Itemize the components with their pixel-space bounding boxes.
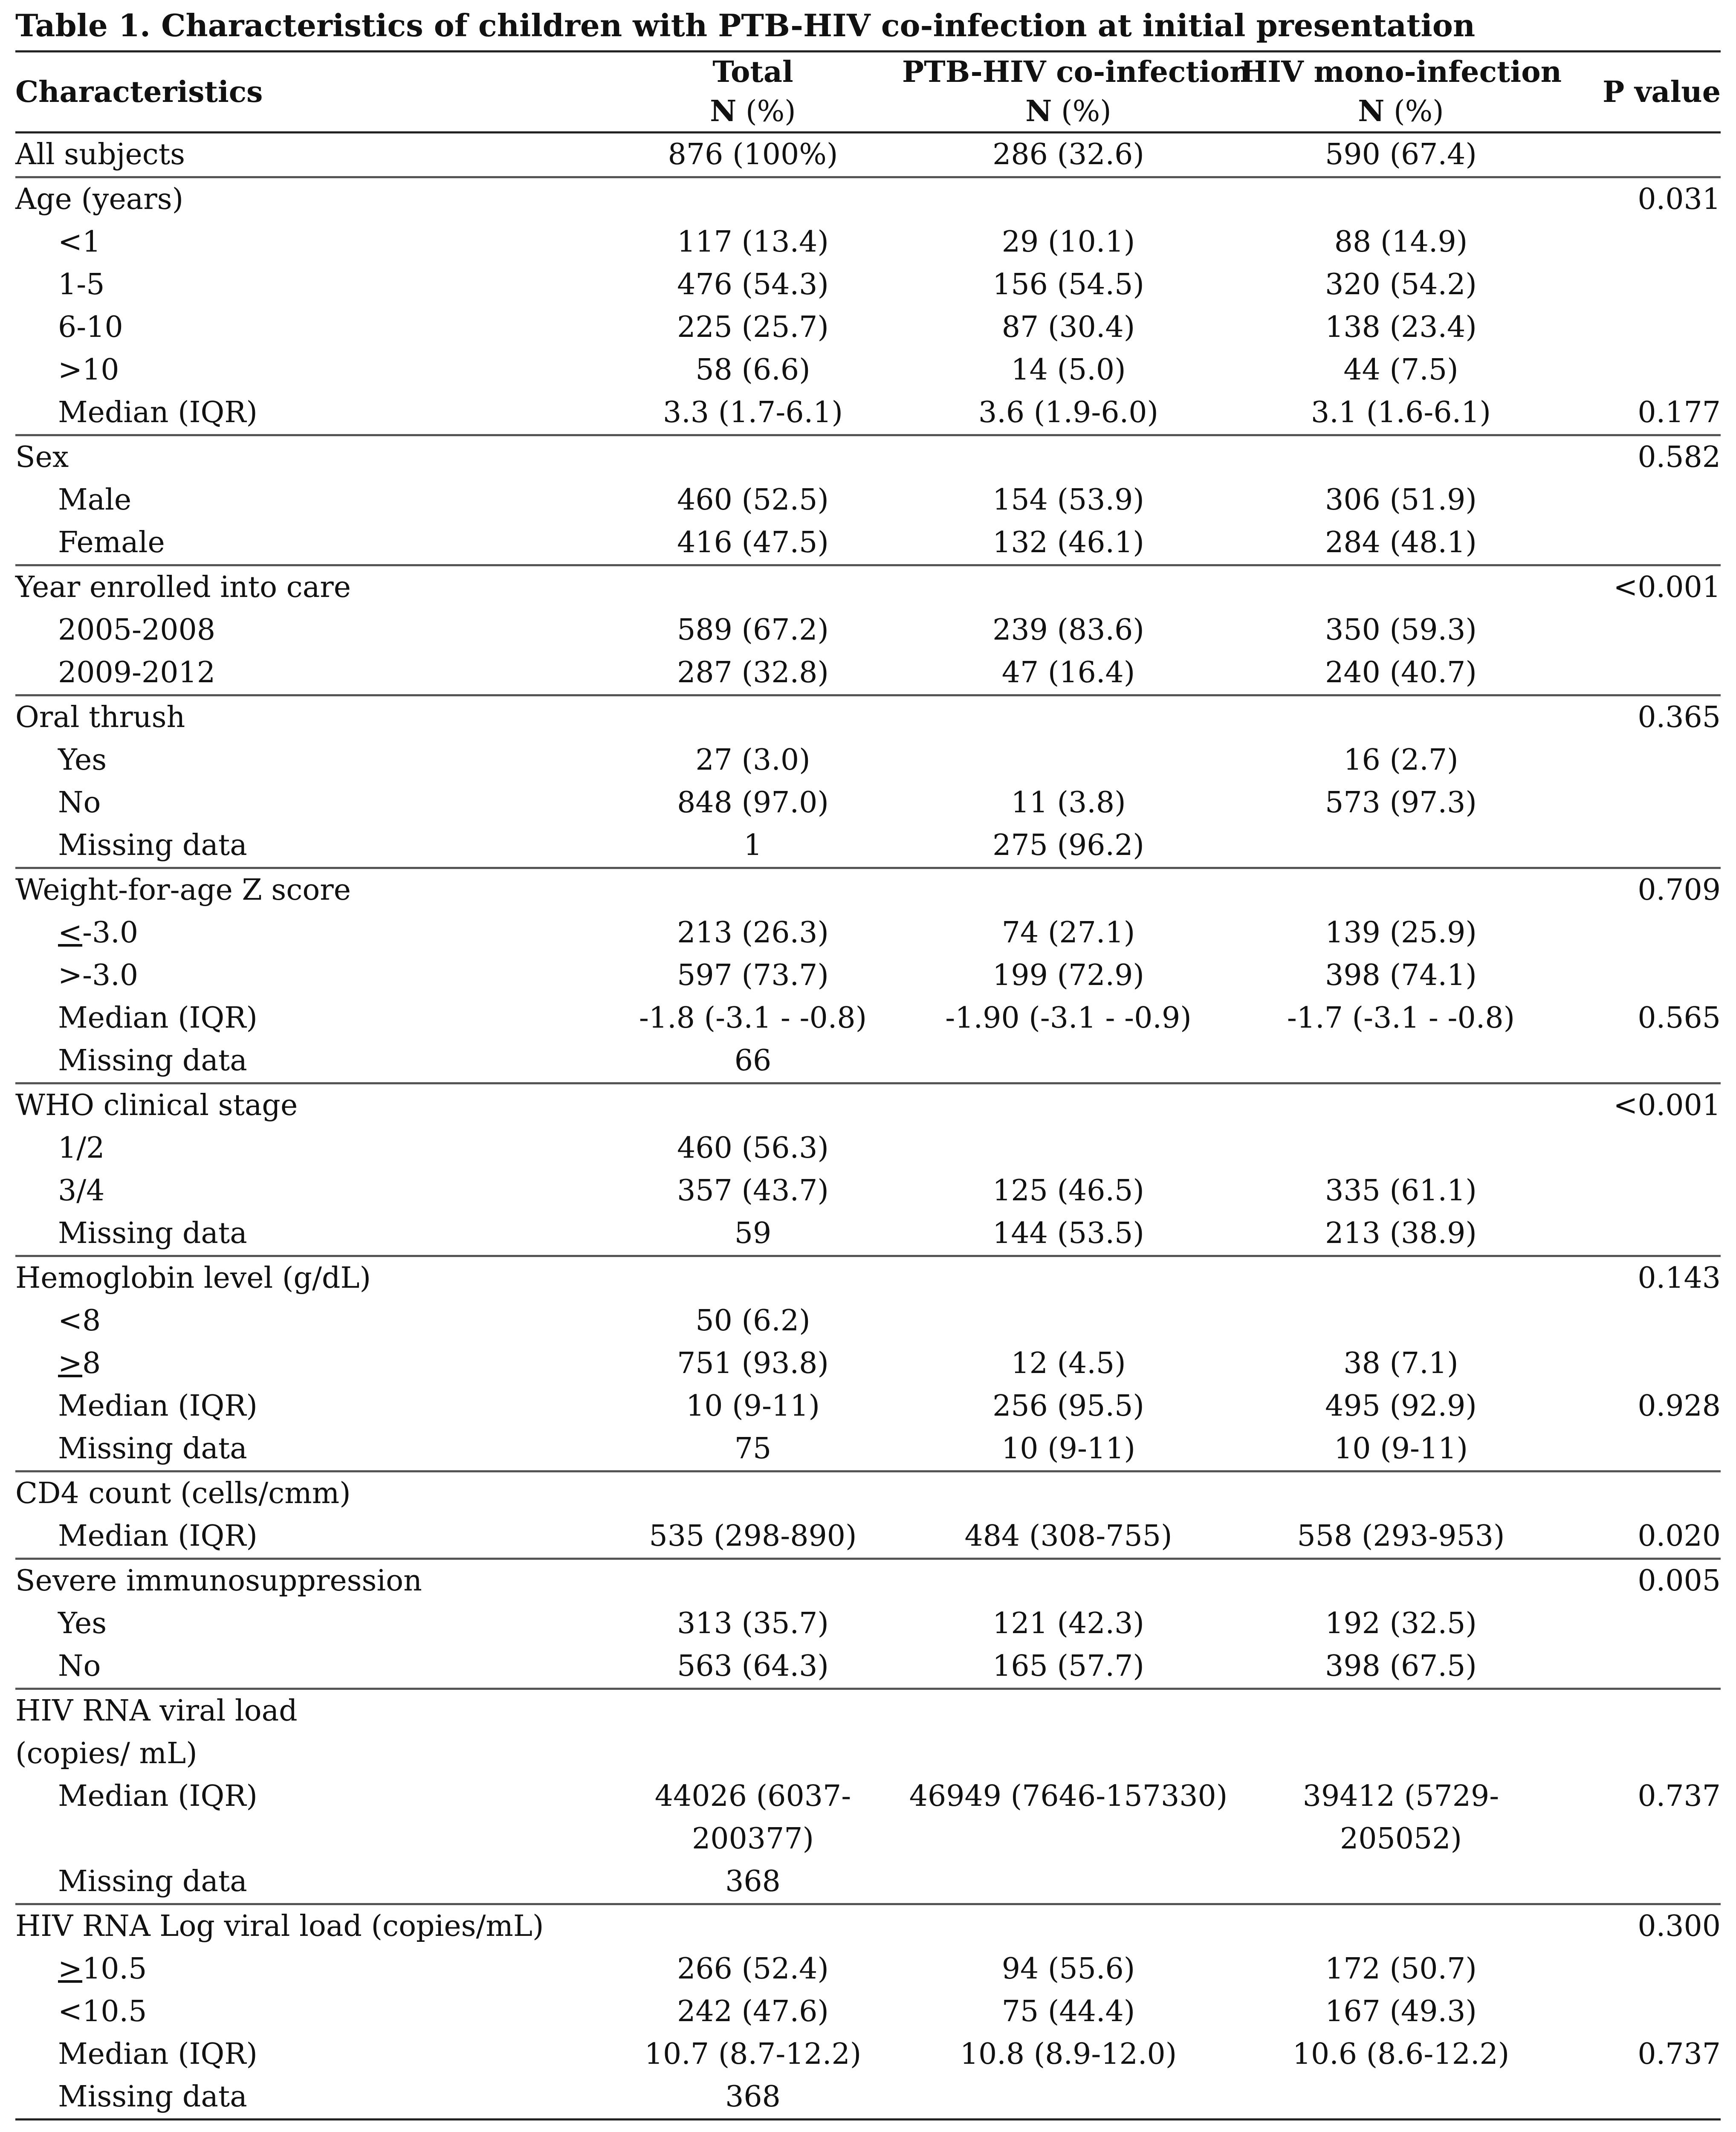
header-hiv-mono: HIV mono-infection N (%) [1235, 52, 1567, 133]
cell-p-value [1567, 739, 1721, 782]
cell-total: 27 (3.0) [695, 743, 810, 777]
cell-total: 313 (35.7) [677, 1607, 829, 1640]
cell-ptb-hiv: 14 (5.0) [1011, 353, 1126, 387]
cell-total: 287 (32.8) [677, 656, 829, 689]
cell-p-value: <0.001 [1567, 565, 1721, 609]
cell-p-value [1567, 954, 1721, 997]
cell-ptb-hiv: -1.90 (-3.1 - -0.9) [945, 1001, 1192, 1035]
cell-total: 200377) [692, 1822, 814, 1856]
cell-hiv-mono: 213 (38.9) [1325, 1217, 1477, 1250]
cell-ptb-hiv [902, 1818, 1235, 1860]
cell-hiv-mono: 573 (97.3) [1325, 786, 1477, 820]
cell-label: 1/2 [58, 1131, 105, 1165]
cell-total [604, 565, 902, 609]
cell-hiv-mono: 306 (51.9) [1325, 483, 1477, 517]
cell-p-value [1567, 1645, 1721, 1689]
cell-hiv-mono: 192 (32.5) [1325, 1607, 1477, 1640]
cell-ptb-hiv: 47 (16.4) [1001, 656, 1135, 689]
cell-total: 876 (100%) [668, 138, 838, 171]
cell-total [604, 1256, 902, 1300]
table-row [15, 1212, 1721, 1256]
table-row [15, 2033, 1721, 2076]
cell-label: >-3.0 [58, 959, 139, 992]
cell-total: 476 (54.3) [677, 268, 829, 301]
cell-total [604, 1904, 902, 1948]
cell-total: 1 [744, 828, 762, 862]
cell-ptb-hiv [902, 1472, 1235, 1515]
cell-label: No [58, 1649, 101, 1683]
table-row [15, 782, 1721, 824]
cell-label: Missing data [58, 1217, 247, 1250]
cell-p-value [1567, 1170, 1721, 1212]
cell-hiv-mono: 284 (48.1) [1325, 526, 1477, 559]
cell-total: 460 (52.5) [677, 483, 829, 517]
cell-label: Missing data [58, 1432, 247, 1466]
cell-ptb-hiv [902, 2076, 1235, 2120]
table-row [15, 954, 1721, 997]
cell-label-text: -3.0 [82, 916, 139, 950]
cell-p-value: 0.565 [1638, 1001, 1721, 1035]
cell-ptb-hiv: 10 (9-11) [1001, 1432, 1135, 1466]
cell-p-value [1567, 1818, 1721, 1860]
table-row [15, 652, 1721, 695]
cell-label: Median (IQR) [58, 1519, 258, 1553]
cell-p-value: 0.582 [1567, 435, 1721, 479]
header-total: Total N (%) [604, 52, 902, 133]
cell-total: 59 [734, 1217, 772, 1250]
cell-hiv-mono: 10.6 (8.6-12.2) [1292, 2037, 1510, 2071]
cell-total: 66 [734, 1044, 772, 1078]
cell-p-value [1567, 1602, 1721, 1645]
cell-total: 213 (26.3) [677, 916, 829, 950]
cell-label: Yes [58, 1607, 107, 1640]
cell-hiv-mono [1235, 435, 1567, 479]
cell-p-value: 0.005 [1567, 1559, 1721, 1603]
cell-ptb-hiv: 154 (53.9) [992, 483, 1144, 517]
cell-label: 2005-2008 [58, 613, 216, 647]
cell-ptb-hiv: 165 (57.7) [992, 1649, 1144, 1683]
cell-ptb-hiv [902, 177, 1235, 221]
cell-p-value [1567, 1040, 1721, 1083]
cell-hiv-mono [1235, 2076, 1567, 2120]
cell-label: All subjects [15, 138, 185, 171]
cell-p-value [1567, 264, 1721, 306]
header-p-value: P value [1567, 52, 1721, 133]
cell-label: Median (IQR) [58, 2037, 258, 2071]
table-row [15, 1300, 1721, 1342]
cell-ptb-hiv: 46949 (7646-157330) [909, 1779, 1228, 1813]
table-row [15, 1904, 1721, 1948]
cell-total: 117 (13.4) [677, 225, 829, 259]
cell-total: 751 (93.8) [677, 1347, 829, 1380]
cell-hiv-mono: 3.1 (1.6-6.1) [1311, 396, 1491, 429]
table-row [15, 1256, 1721, 1300]
cell-label: Missing data [58, 1865, 247, 1898]
cell-hiv-mono [1235, 868, 1567, 912]
cell-ptb-hiv [902, 1127, 1235, 1170]
cell-label: 3/4 [58, 1174, 105, 1208]
cell-hiv-mono: 39412 (5729- [1302, 1779, 1499, 1813]
cell-p-value [1567, 782, 1721, 824]
cell-p-value: 0.020 [1638, 1519, 1721, 1553]
cell-hiv-mono: 398 (74.1) [1325, 959, 1477, 992]
cell-label: Weight-for-age Z score [15, 868, 604, 912]
cell-label: Median (IQR) [58, 1001, 258, 1035]
cell-hiv-mono [1235, 1732, 1567, 1775]
cell-total: 266 (52.4) [677, 1952, 829, 1986]
cell-label-text: 10.5 [82, 1952, 147, 1986]
cell-total: 10 (9-11) [686, 1389, 820, 1423]
cell-ptb-hiv: 10.8 (8.9-12.0) [960, 2037, 1177, 2071]
cell-ptb-hiv: 74 (27.1) [1001, 916, 1135, 950]
cell-hiv-mono: 205052) [1340, 1822, 1462, 1856]
cell-total [604, 435, 902, 479]
cell-total: 589 (67.2) [677, 613, 829, 647]
cell-ptb-hiv [902, 435, 1235, 479]
cell-hiv-mono [1235, 1860, 1567, 1904]
characteristics-table [15, 50, 1721, 2120]
cell-hiv-mono: 240 (40.7) [1325, 656, 1477, 689]
cell-hiv-mono: 558 (293-953) [1297, 1519, 1505, 1553]
cell-total: 460 (56.3) [677, 1131, 829, 1165]
table-row [15, 695, 1721, 739]
cell-total: 58 (6.6) [695, 353, 810, 387]
cell-ptb-hiv: 144 (53.5) [992, 1217, 1144, 1250]
cell-ptb-hiv: 125 (46.5) [992, 1174, 1144, 1208]
cell-label: <10.5 [58, 1995, 147, 2028]
cell-p-value: 0.177 [1638, 396, 1721, 429]
cell-total: 357 (43.7) [677, 1174, 829, 1208]
cell-label: Female [58, 526, 165, 559]
cell-hiv-mono [1235, 565, 1567, 609]
cell-label: No [58, 786, 101, 820]
cell-hiv-mono [1235, 824, 1567, 868]
table-row [15, 521, 1721, 565]
table-row [15, 912, 1721, 954]
table-row [15, 1732, 1721, 1775]
cell-ptb-hiv: 239 (83.6) [992, 613, 1144, 647]
cell-ptb-hiv [902, 1860, 1235, 1904]
cell-p-value [1567, 652, 1721, 695]
cell-total: 368 [725, 1865, 781, 1898]
table-row [15, 1040, 1721, 1083]
cell-label: >10.5 [58, 1952, 147, 1986]
cell-label: Missing data [15, 2076, 604, 2120]
table-row [15, 133, 1721, 177]
cell-total: 563 (64.3) [677, 1649, 829, 1683]
table-title: Table 1. Characteristics of children with PTB-HIV co-infection at initial presentation [15, 7, 1476, 43]
cell-total: 75 [734, 1432, 772, 1466]
cell-hiv-mono: 398 (67.5) [1325, 1649, 1477, 1683]
cell-hiv-mono: 167 (49.3) [1325, 1995, 1477, 2028]
cell-total [604, 695, 902, 739]
table-row [15, 1127, 1721, 1170]
cell-p-value: <0.001 [1567, 1083, 1721, 1127]
cell-hiv-mono: 590 (67.4) [1325, 138, 1477, 171]
cell-label: <-3.0 [58, 916, 139, 950]
cell-label: WHO clinical stage [15, 1083, 604, 1127]
cell-total: 50 (6.2) [695, 1304, 810, 1338]
cell-hiv-mono [1235, 1127, 1567, 1170]
cell-hiv-mono: -1.7 (-3.1 - -0.8) [1287, 1001, 1515, 1035]
cell-ptb-hiv: 12 (4.5) [1011, 1347, 1126, 1380]
cell-ptb-hiv [902, 739, 1235, 782]
cell-p-value [1567, 221, 1721, 264]
table-row [15, 1990, 1721, 2033]
cell-ptb-hiv: 484 (308-755) [964, 1519, 1172, 1553]
cell-total [604, 1559, 902, 1603]
cell-hiv-mono: 16 (2.7) [1343, 743, 1458, 777]
cell-ptb-hiv [902, 868, 1235, 912]
cell-hiv-mono: 44 (7.5) [1343, 353, 1458, 387]
cell-ptb-hiv: 121 (42.3) [992, 1607, 1144, 1640]
cell-ptb-hiv [902, 1040, 1235, 1083]
cell-p-value: 0.031 [1567, 177, 1721, 221]
cell-label [15, 1818, 604, 1860]
cell-hiv-mono [1235, 177, 1567, 221]
table-row [15, 997, 1721, 1040]
cell-ptb-hiv [902, 1732, 1235, 1775]
cell-p-value [1567, 1300, 1721, 1342]
cell-total [604, 868, 902, 912]
cell-hiv-mono: 495 (92.9) [1325, 1389, 1477, 1423]
table-row [15, 1689, 1721, 1733]
cell-hiv-mono [1235, 1904, 1567, 1948]
cell-total: 848 (97.0) [677, 786, 829, 820]
cell-label: <8 [58, 1304, 101, 1338]
table-row [15, 1472, 1721, 1515]
cell-p-value [1567, 1472, 1721, 1515]
cell-hiv-mono: 138 (23.4) [1325, 310, 1477, 344]
cell-total [604, 1472, 902, 1515]
table-row [15, 1818, 1721, 1860]
cell-ptb-hiv: 286 (32.6) [992, 138, 1144, 171]
cell-total: 416 (47.5) [677, 526, 829, 559]
cell-label: Hemoglobin level (g/dL) [15, 1256, 604, 1300]
cell-total: 535 (298-890) [649, 1519, 857, 1553]
cell-ptb-hiv [902, 1300, 1235, 1342]
cell-total: -1.8 (-3.1 - -0.8) [639, 1001, 867, 1035]
cell-label: <1 [58, 225, 101, 259]
table-row [15, 435, 1721, 479]
cell-label: CD4 count (cells/cmm) [15, 1472, 604, 1515]
table-row [15, 609, 1721, 652]
cell-ptb-hiv: 87 (30.4) [1001, 310, 1135, 344]
table-row [15, 2076, 1721, 2120]
cell-ptb-hiv: 256 (95.5) [992, 1389, 1144, 1423]
cell-total: 242 (47.6) [677, 1995, 829, 2028]
cell-ptb-hiv: 199 (72.9) [992, 959, 1144, 992]
table-row [15, 868, 1721, 912]
cell-total: 597 (73.7) [677, 959, 829, 992]
cell-p-value: 0.737 [1638, 1779, 1721, 1813]
table-row [15, 1645, 1721, 1689]
cell-label: HIV RNA viral load [15, 1689, 604, 1733]
table-row [15, 221, 1721, 264]
table-row [15, 479, 1721, 521]
cell-p-value [1567, 1689, 1721, 1733]
cell-p-value [1567, 1428, 1721, 1472]
cell-hiv-mono [1235, 1689, 1567, 1733]
cell-p-value [1567, 521, 1721, 565]
cell-ptb-hiv: 275 (96.2) [992, 828, 1144, 862]
header-ptb-hiv: PTB-HIV co-infection N (%) [902, 52, 1235, 133]
cell-p-value: 0.709 [1567, 868, 1721, 912]
cell-ptb-hiv: 132 (46.1) [992, 526, 1144, 559]
cell-hiv-mono: 139 (25.9) [1325, 916, 1477, 950]
cell-p-value [1567, 1342, 1721, 1385]
cell-p-value [1567, 133, 1721, 177]
cell-total [604, 177, 902, 221]
cell-hiv-mono [1235, 1040, 1567, 1083]
cell-hiv-mono [1235, 1256, 1567, 1300]
table-row [15, 349, 1721, 391]
cell-p-value [1567, 1732, 1721, 1775]
table-row [15, 306, 1721, 349]
cell-p-value [1567, 479, 1721, 521]
cell-total [604, 1689, 902, 1733]
cell-label: >8 [58, 1347, 101, 1380]
cell-label: Age (years) [15, 177, 604, 221]
cell-p-value: 0.143 [1567, 1256, 1721, 1300]
cell-p-value: 0.737 [1638, 2037, 1721, 2071]
table-row [15, 1948, 1721, 1990]
table-row [15, 1515, 1721, 1559]
cell-label: Median (IQR) [58, 1779, 258, 1813]
cell-hiv-mono [1235, 1083, 1567, 1127]
cell-hiv-mono: 10 (9-11) [1334, 1432, 1468, 1466]
cell-p-value [1567, 1948, 1721, 1990]
cell-hiv-mono: 320 (54.2) [1325, 268, 1477, 301]
table-row [15, 739, 1721, 782]
cell-label: 6-10 [58, 310, 123, 344]
cell-label: Median (IQR) [58, 396, 258, 429]
cell-label: Missing data [58, 828, 247, 862]
cell-ptb-hiv [902, 1083, 1235, 1127]
cell-ptb-hiv: 29 (10.1) [1001, 225, 1135, 259]
table-row [15, 1170, 1721, 1212]
cell-total: 3.3 (1.7-6.1) [663, 396, 843, 429]
cell-ptb-hiv [902, 1559, 1235, 1603]
cell-hiv-mono [1235, 1300, 1567, 1342]
cell-hiv-mono [1235, 1472, 1567, 1515]
cell-ptb-hiv [902, 1256, 1235, 1300]
cell-hiv-mono: 172 (50.7) [1325, 1952, 1477, 1986]
cell-p-value [1567, 1127, 1721, 1170]
cell-hiv-mono: 335 (61.1) [1325, 1174, 1477, 1208]
cell-total: 225 (25.7) [677, 310, 829, 344]
cell-p-value [1567, 1860, 1721, 1904]
cell-p-value [1567, 306, 1721, 349]
cell-p-value [1567, 349, 1721, 391]
table-row [15, 391, 1721, 435]
cell-hiv-mono: 38 (7.1) [1343, 1347, 1458, 1380]
table-row [15, 1860, 1721, 1904]
cell-label: HIV RNA Log viral load (copies/mL) [15, 1904, 604, 1948]
cell-total [604, 1083, 902, 1127]
cell-p-value [1567, 609, 1721, 652]
table-row [15, 1428, 1721, 1472]
cell-label: 2009-2012 [58, 656, 216, 689]
header-characteristics: Characteristics [15, 52, 604, 133]
cell-label: Median (IQR) [58, 1389, 258, 1423]
table-header-row [15, 52, 1721, 133]
cell-ptb-hiv: 11 (3.8) [1011, 786, 1126, 820]
cell-label: Oral thrush [15, 695, 604, 739]
cell-label: Missing data [58, 1044, 247, 1078]
cell-ptb-hiv: 75 (44.4) [1001, 1995, 1135, 2028]
cell-total: 10.7 (8.7-12.2) [644, 2037, 862, 2071]
cell-ptb-hiv [902, 565, 1235, 609]
table-row [15, 1083, 1721, 1127]
cell-total: 368 [604, 2076, 902, 2120]
cell-hiv-mono [1235, 1559, 1567, 1603]
table-row [15, 177, 1721, 221]
cell-ptb-hiv [902, 1689, 1235, 1733]
table-row [15, 264, 1721, 306]
cell-p-value [1567, 2076, 1721, 2120]
cell-label: Severe immunosuppression [15, 1559, 604, 1603]
table-row [15, 1385, 1721, 1428]
cell-p-value: 0.928 [1638, 1389, 1721, 1423]
table-row [15, 565, 1721, 609]
cell-ptb-hiv [902, 1904, 1235, 1948]
cell-hiv-mono: 350 (59.3) [1325, 613, 1477, 647]
cell-ptb-hiv: 156 (54.5) [992, 268, 1144, 301]
cell-p-value [1567, 1212, 1721, 1256]
cell-label: (copies/ mL) [15, 1737, 197, 1770]
cell-label: Year enrolled into care [15, 565, 604, 609]
table-row [15, 1342, 1721, 1385]
cell-hiv-mono [1235, 695, 1567, 739]
cell-ptb-hiv: 3.6 (1.9-6.0) [978, 396, 1159, 429]
cell-label: >10 [58, 353, 119, 387]
cell-label: Male [58, 483, 132, 517]
cell-p-value [1567, 1990, 1721, 2033]
cell-label: Sex [15, 435, 604, 479]
table-row [15, 1775, 1721, 1818]
cell-p-value [1567, 912, 1721, 954]
cell-p-value [1567, 824, 1721, 868]
cell-label-text: 8 [82, 1347, 101, 1380]
cell-total [604, 1732, 902, 1775]
cell-label: 1-5 [58, 268, 105, 301]
cell-ptb-hiv: 94 (55.6) [1001, 1952, 1135, 1986]
table-row [15, 1559, 1721, 1603]
table-row [15, 1602, 1721, 1645]
table-row [15, 824, 1721, 868]
cell-p-value: 0.300 [1567, 1904, 1721, 1948]
cell-ptb-hiv [902, 695, 1235, 739]
cell-total: 44026 (6037- [654, 1779, 851, 1813]
cell-label: Yes [58, 743, 107, 777]
cell-hiv-mono: 88 (14.9) [1334, 225, 1468, 259]
cell-p-value: 0.365 [1567, 695, 1721, 739]
